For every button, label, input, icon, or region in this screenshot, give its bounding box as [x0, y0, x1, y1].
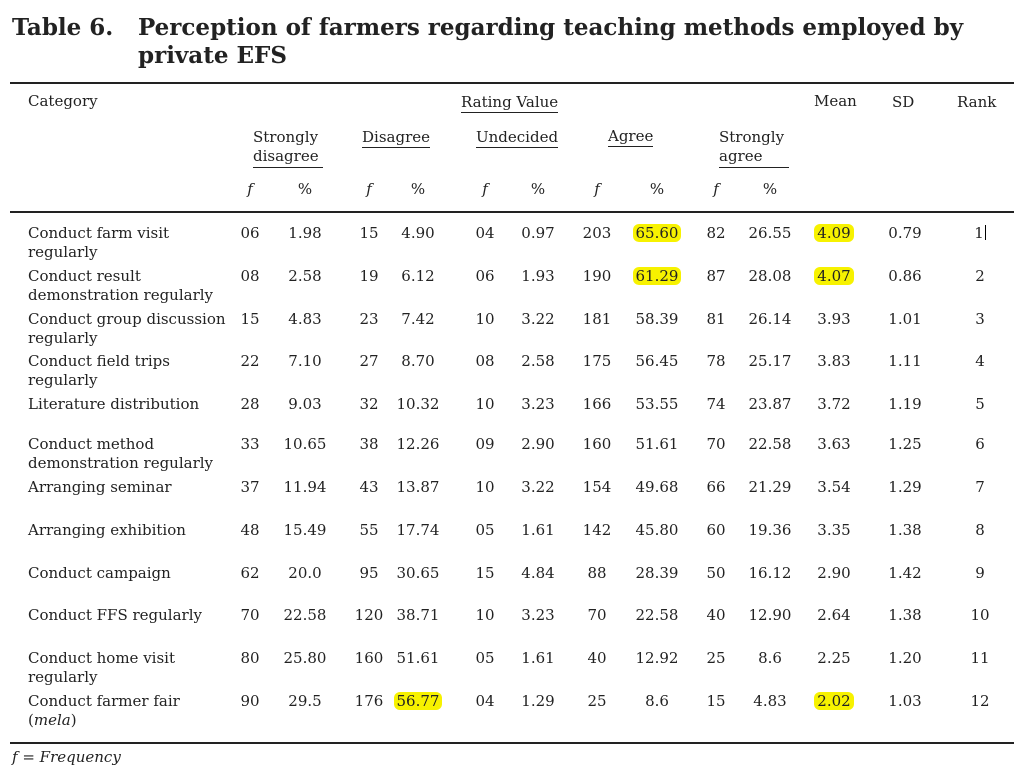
table-cell: 154 — [582, 478, 612, 496]
table-cell: 70 — [240, 606, 260, 624]
table-cell: 1.29 — [521, 692, 555, 710]
table-cell: 22.58 — [748, 435, 792, 453]
table-caption-title: Perception of farmers regarding teaching methods employed by private EFS — [138, 14, 964, 69]
table-cell: 33 — [240, 435, 260, 453]
table-cell: 10 — [475, 606, 495, 624]
table-cell: 12 — [970, 692, 990, 710]
header-sd: SD — [892, 93, 915, 111]
table-cell: 90 — [240, 692, 260, 710]
table-cell: 38 — [359, 435, 379, 453]
table-cell: 1.38 — [888, 606, 922, 624]
table-cell: 10 — [970, 606, 990, 624]
table-cell: 10 — [475, 395, 495, 413]
table-cell: 11 — [970, 649, 990, 667]
table-cell: 1.61 — [521, 521, 555, 539]
table-cell: 28 — [240, 395, 260, 413]
table-cell: 3.63 — [817, 435, 851, 453]
table-cell: 25 — [587, 692, 607, 710]
table-cell: 3.93 — [817, 310, 851, 328]
table-cell: 2 — [975, 267, 985, 285]
table-cell: 81 — [706, 310, 726, 328]
table-cell: 50 — [706, 564, 726, 582]
table-cell: 26.55 — [748, 224, 792, 242]
table-cell: 1.20 — [888, 649, 922, 667]
table-cell: 4.83 — [288, 310, 322, 328]
table-cell: 5 — [975, 395, 985, 413]
table-cell: 3.22 — [521, 478, 555, 496]
table-cell: 17.74 — [396, 521, 440, 539]
table-cell: 19 — [359, 267, 379, 285]
table-cell: 40 — [587, 649, 607, 667]
table-cell: 142 — [582, 521, 612, 539]
row-category: Arranging exhibition — [28, 521, 186, 539]
header-disagree: Disagree — [362, 128, 430, 146]
table-cell: 7 — [975, 478, 985, 496]
table-cell: 51.61 — [635, 435, 679, 453]
table-cell: 61.29 — [624, 267, 690, 285]
header-agree: Agree — [608, 127, 654, 145]
table-cell: 27 — [359, 352, 379, 370]
table-cell: 51.61 — [396, 649, 440, 667]
footnote: f = Frequency — [12, 748, 121, 766]
table-cell: 04 — [475, 692, 495, 710]
table-cell: 16.12 — [748, 564, 792, 582]
header-pct: % — [530, 180, 546, 198]
table-cell: 25 — [706, 649, 726, 667]
table-cell: 15 — [240, 310, 260, 328]
table-cell: 12.90 — [748, 606, 792, 624]
table-cell: 10 — [475, 310, 495, 328]
table-cell: 05 — [475, 521, 495, 539]
table-cell: 23 — [359, 310, 379, 328]
table-cell: 25.17 — [748, 352, 792, 370]
table-cell: 19.36 — [748, 521, 792, 539]
table-cell: 4 — [975, 352, 985, 370]
header-f: f — [713, 180, 719, 198]
table-cell: 3.23 — [521, 606, 555, 624]
row-category: Literature distribution — [28, 395, 200, 413]
table-cell: 7.42 — [401, 310, 435, 328]
table-cell: 05 — [475, 649, 495, 667]
table-cell: 53.55 — [635, 395, 679, 413]
header-f: f — [594, 180, 600, 198]
row-category: Conduct result demonstration regularly — [28, 267, 214, 304]
table-cell: 4.90 — [401, 224, 435, 242]
table-cell: 10.32 — [396, 395, 440, 413]
table-cell: 70 — [706, 435, 726, 453]
table-cell: 88 — [587, 564, 607, 582]
header-pct: % — [762, 180, 778, 198]
table-cell: 15 — [706, 692, 726, 710]
table-cell: 9 — [975, 564, 985, 582]
table-cell: 0.97 — [521, 224, 555, 242]
table-cell: 1.25 — [888, 435, 922, 453]
top-rule — [10, 82, 1014, 84]
table-cell: 95 — [359, 564, 379, 582]
table-cell: 29.5 — [288, 692, 322, 710]
row-category: Arranging seminar — [28, 478, 172, 496]
table-cell: 8 — [975, 521, 985, 539]
table-cell: 3.23 — [521, 395, 555, 413]
table-cell: 1.38 — [888, 521, 922, 539]
header-rank: Rank — [957, 93, 997, 111]
table-cell: 8.6 — [758, 649, 782, 667]
header-pct: % — [410, 180, 426, 198]
table-cell: 203 — [582, 224, 612, 242]
table-cell: 3 — [975, 310, 985, 328]
table-cell: 65.60 — [624, 224, 690, 242]
table-cell: 1.42 — [888, 564, 922, 582]
row-category: Conduct campaign — [28, 564, 171, 582]
header-f: f — [482, 180, 488, 198]
table-cell: 2.58 — [521, 352, 555, 370]
table-cell: 176 — [354, 692, 384, 710]
table-cell: 43 — [359, 478, 379, 496]
table-cell: 30.65 — [396, 564, 440, 582]
table-cell: 78 — [706, 352, 726, 370]
header-pct: % — [297, 180, 313, 198]
table-cell: 1.61 — [521, 649, 555, 667]
table-cell: 56.45 — [635, 352, 679, 370]
table-caption-label: Table 6. — [12, 14, 114, 41]
row-category: Conduct farmer fair (mela) — [28, 692, 180, 729]
table-cell: 48 — [240, 521, 260, 539]
table-cell: 3.54 — [817, 478, 851, 496]
table-cell: 6.12 — [401, 267, 435, 285]
table-cell: 70 — [587, 606, 607, 624]
header-rule — [10, 211, 1014, 213]
header-undecided: Undecided — [476, 128, 559, 146]
table-cell: 08 — [240, 267, 260, 285]
table-cell: 09 — [475, 435, 495, 453]
table-cell: 28.39 — [635, 564, 679, 582]
row-category: Conduct field trips regularly — [28, 352, 170, 389]
table-cell: 56.77 — [385, 692, 451, 710]
table-cell: 3.83 — [817, 352, 851, 370]
table-cell: 3.22 — [521, 310, 555, 328]
row-category: Conduct farm visit regularly — [28, 224, 170, 261]
table-cell: 82 — [706, 224, 726, 242]
table-cell: 28.08 — [748, 267, 792, 285]
table-cell: 1.98 — [288, 224, 322, 242]
table-cell: 62 — [240, 564, 260, 582]
table-cell: 38.71 — [396, 606, 440, 624]
table-cell: 1.29 — [888, 478, 922, 496]
table-cell: 6 — [975, 435, 985, 453]
row-category: Conduct method demonstration regularly — [28, 435, 214, 472]
table-cell: 45.80 — [635, 521, 679, 539]
table-cell: 190 — [582, 267, 612, 285]
table-cell: 7.10 — [288, 352, 322, 370]
table-cell: 160 — [354, 649, 384, 667]
table-cell: 11.94 — [283, 478, 327, 496]
header-rating-value: Rating Value — [461, 93, 559, 111]
table-cell: 15 — [359, 224, 379, 242]
table-cell: 1.93 — [521, 267, 555, 285]
table-cell: 40 — [706, 606, 726, 624]
table-cell: 22.58 — [283, 606, 327, 624]
table-cell: 0.79 — [888, 224, 922, 242]
table-cell: 1.11 — [888, 352, 922, 370]
header-pct: % — [649, 180, 665, 198]
table-cell: 15.49 — [283, 521, 327, 539]
table-cell: 8.70 — [401, 352, 435, 370]
table-cell: 22 — [240, 352, 260, 370]
table-cell: 87 — [706, 267, 726, 285]
table-cell: 2.58 — [288, 267, 322, 285]
table-cell: 2.64 — [817, 606, 851, 624]
table-cell: 58.39 — [635, 310, 679, 328]
table-cell: 160 — [582, 435, 612, 453]
table-cell: 1 — [974, 224, 984, 242]
table-cell: 4.83 — [753, 692, 787, 710]
table-cell: 1.19 — [888, 395, 922, 413]
text-cursor — [985, 225, 986, 240]
header-category: Category — [28, 92, 98, 110]
table-cell: 04 — [475, 224, 495, 242]
table-cell: 21.29 — [748, 478, 792, 496]
table-cell: 1.03 — [888, 692, 922, 710]
table-cell: 2.90 — [817, 564, 851, 582]
table-cell: 166 — [582, 395, 612, 413]
table-cell: 32 — [359, 395, 379, 413]
table-cell: 06 — [240, 224, 260, 242]
table-cell: 22.58 — [635, 606, 679, 624]
table-cell: 23.87 — [748, 395, 792, 413]
row-category: Conduct home visit regularly — [28, 649, 175, 686]
table-cell: 2.02 — [804, 692, 864, 710]
table-cell: 55 — [359, 521, 379, 539]
table-cell: 4.09 — [804, 224, 864, 242]
table-cell: 8.6 — [645, 692, 669, 710]
table-cell: 60 — [706, 521, 726, 539]
table-cell: 25.80 — [283, 649, 327, 667]
table-cell: 2.90 — [521, 435, 555, 453]
header-mean: Mean — [814, 92, 857, 110]
header-f: f — [247, 180, 253, 198]
table-cell: 12.92 — [635, 649, 679, 667]
table-cell: 4.84 — [521, 564, 555, 582]
table-cell: 80 — [240, 649, 260, 667]
table-cell: 9.03 — [288, 395, 322, 413]
table-cell: 37 — [240, 478, 260, 496]
header-f: f — [366, 180, 372, 198]
table-cell: 3.72 — [817, 395, 851, 413]
table-cell: 15 — [475, 564, 495, 582]
table-cell: 175 — [582, 352, 612, 370]
table-cell: 181 — [582, 310, 612, 328]
table-cell: 2.25 — [817, 649, 851, 667]
table-cell: 13.87 — [396, 478, 440, 496]
table-cell: 4.07 — [804, 267, 864, 285]
row-category: Conduct group discussion regularly — [28, 310, 226, 347]
table-cell: 20.0 — [288, 564, 322, 582]
table-cell: 1.01 — [888, 310, 922, 328]
table-cell: 3.35 — [817, 521, 851, 539]
table-cell: 06 — [475, 267, 495, 285]
table-cell: 12.26 — [396, 435, 440, 453]
table-cell: 26.14 — [748, 310, 792, 328]
row-category: Conduct FFS regularly — [28, 606, 202, 624]
table-cell: 74 — [706, 395, 726, 413]
header-strongly-disagree: Strongly disagree — [253, 128, 323, 168]
table-cell: 120 — [354, 606, 384, 624]
table-cell: 0.86 — [888, 267, 922, 285]
table-cell: 66 — [706, 478, 726, 496]
header-strongly-agree: Strongly agree — [719, 128, 789, 168]
table-cell: 10 — [475, 478, 495, 496]
table-cell: 08 — [475, 352, 495, 370]
table-cell: 49.68 — [635, 478, 679, 496]
table-cell: 10.65 — [283, 435, 327, 453]
bottom-rule — [10, 742, 1014, 744]
